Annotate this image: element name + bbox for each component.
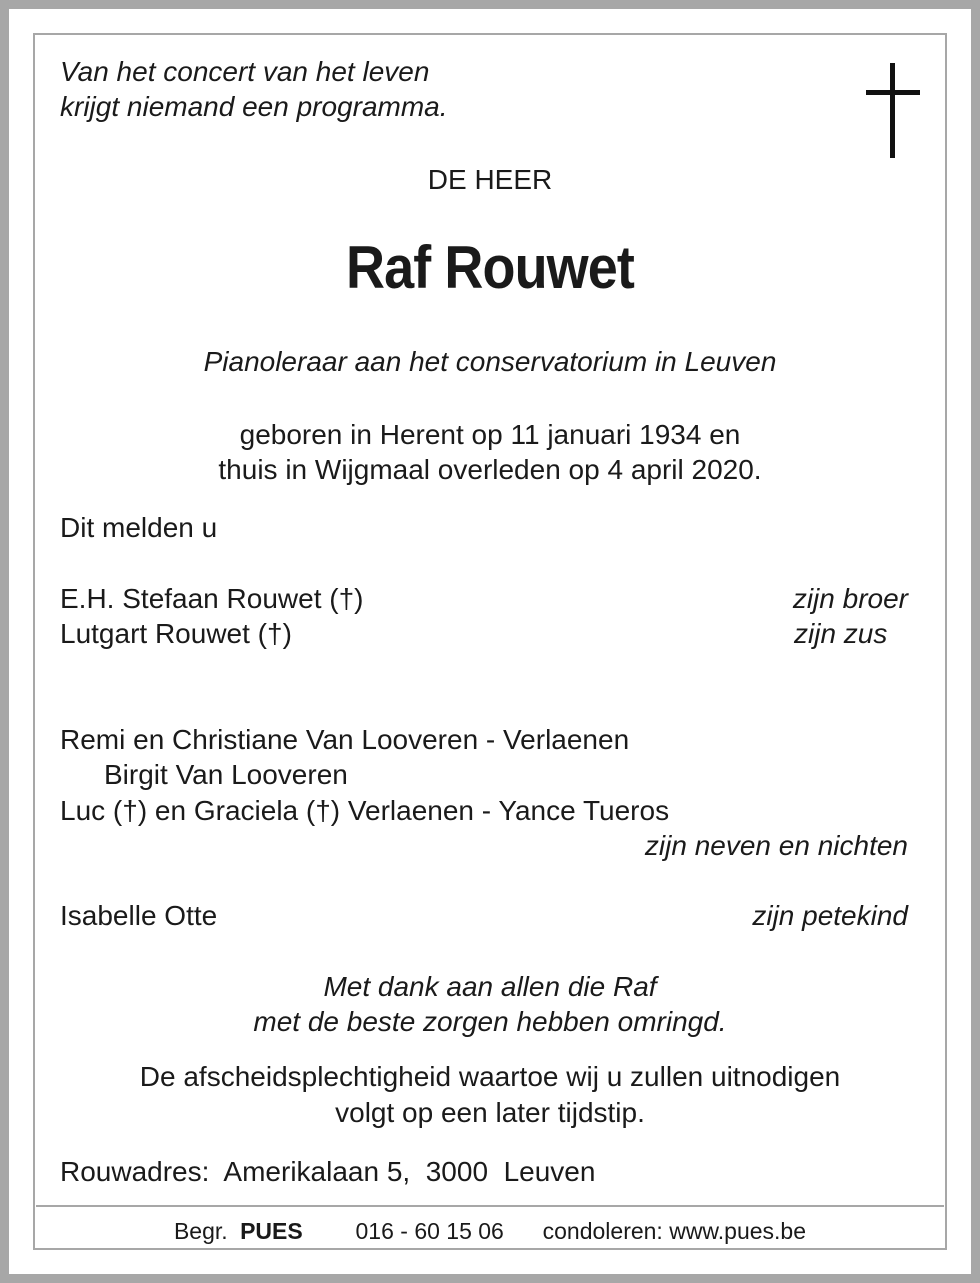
cousin-name: Birgit Van Looveren xyxy=(104,759,348,790)
footer xyxy=(0,1216,980,1246)
sibling-relation: zijn broer xyxy=(792,583,908,614)
divider xyxy=(36,1205,944,1207)
cousin-name: Luc (†) en Graciela (†) Verlaenen - Yance Tueros xyxy=(60,795,670,826)
quote-line-1: Van het concert van het leven xyxy=(60,56,430,87)
sibling-name: Lutgart Rouwet (†) xyxy=(60,618,292,649)
cousin-name: Remi en Christiane Van Looveren - Verlaenen xyxy=(60,724,630,755)
address: Rouwadres: Amerikalaan 5, 3000 Leuven xyxy=(60,1156,596,1187)
occupation: Pianoleraar aan het conservatorium in Leuven xyxy=(203,346,777,377)
condolences-link[interactable]: condoleren: www.pues.be xyxy=(542,1218,807,1244)
deceased-name: Raf Rouwet xyxy=(346,234,634,301)
title: DE HEER xyxy=(427,164,553,195)
ceremony-line-1: De afscheidsplechtigheid waartoe wij u zullen uitnodigen xyxy=(139,1061,841,1092)
godchild-name: Isabelle Otte xyxy=(60,900,218,931)
godchild-relation: zijn petekind xyxy=(752,900,908,931)
birth-line: geboren in Herent op 11 januari 1934 en xyxy=(239,419,741,450)
thanks-line-1: Met dank aan allen die Raf xyxy=(323,971,657,1002)
sibling-name: E.H. Stefaan Rouwet (†) xyxy=(60,583,364,614)
intro: Dit melden u xyxy=(60,512,218,543)
ceremony-line-2: volgt op een later tijdstip. xyxy=(335,1097,645,1128)
thanks-line-2: met de beste zorgen hebben omringd. xyxy=(253,1006,727,1037)
undertaker-phone: 016 - 60 15 06 xyxy=(355,1218,504,1244)
quote-line-2: krijgt niemand een programma. xyxy=(60,91,448,122)
undertaker-label: Begr. xyxy=(173,1218,228,1244)
undertaker-name: PUES xyxy=(240,1218,303,1244)
death-line: thuis in Wijgmaal overleden op 4 april 2020. xyxy=(218,454,762,485)
sibling-relation: zijn zus xyxy=(794,618,888,649)
cousins-relation: zijn neven en nichten xyxy=(644,830,908,861)
